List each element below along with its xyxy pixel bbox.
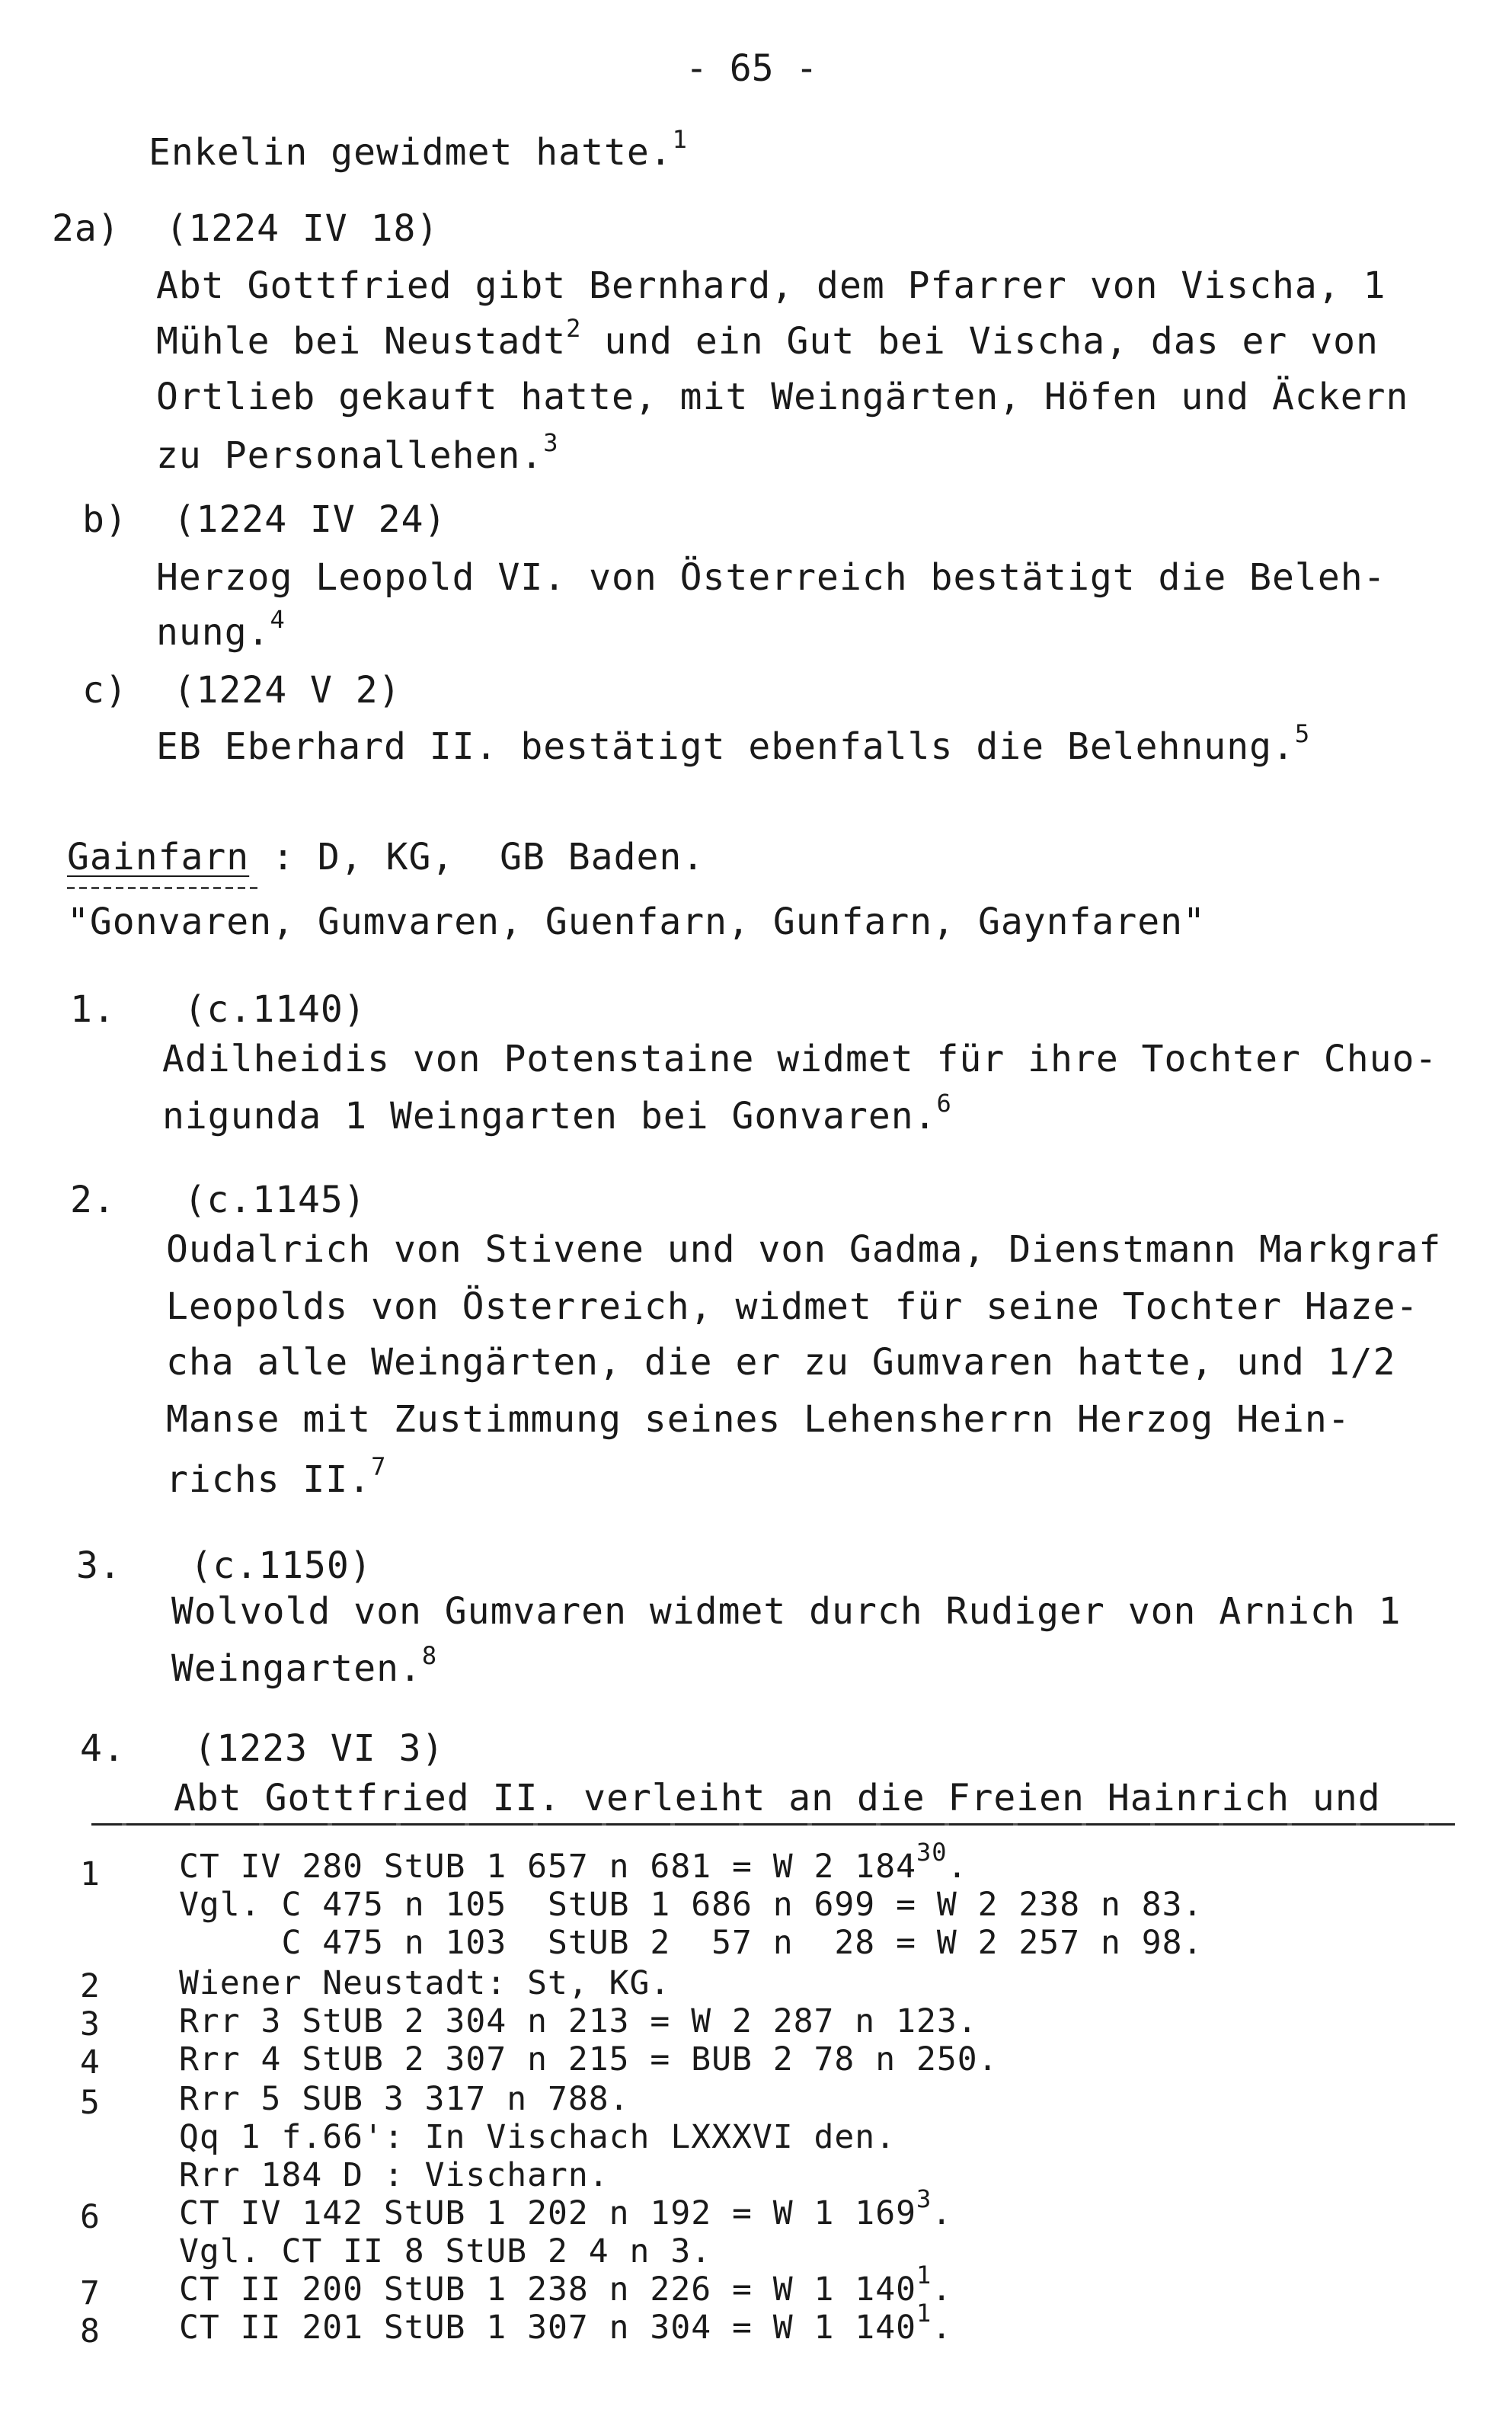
place-name: Gainfarn	[67, 836, 250, 878]
footnote-line: Vgl. C 475 n 105 StUB 1 686 n 699 = W 2 238 n 83.	[179, 1886, 1204, 1924]
text-span: .	[932, 2270, 953, 2309]
footnote-number: 8	[80, 2312, 100, 2350]
footnote-line: Rrr 184 D : Vischarn.	[179, 2156, 609, 2194]
footnote-line	[179, 2261, 953, 2309]
text-line	[156, 719, 1311, 770]
footnote-number: 2	[80, 1967, 100, 2005]
text-span: und ein Gut bei Vischa, das er von	[581, 320, 1379, 363]
text-line	[156, 605, 286, 655]
footnote-ref: 6	[936, 1089, 952, 1118]
footnote-separator	[91, 1823, 1455, 1826]
footnote-line	[179, 2299, 953, 2347]
footnote-number: 6	[80, 2198, 100, 2236]
text-line: cha alle Weingärten, die er zu Gumvaren hatte, und 1/2	[166, 1341, 1396, 1384]
entry-heading: b) (1224 IV 24)	[82, 498, 447, 541]
text-span: EB Eberhard II. bestätigt ebenfalls die Belehnung.	[156, 725, 1295, 768]
footnote-line: C 475 n 103 StUB 2 57 n 28 = W 2 257 n 98.	[179, 1924, 1204, 1962]
entry-heading: 2a) (1224 IV 18)	[52, 207, 440, 250]
footnote-ref: 2	[566, 314, 582, 343]
footnote-ref: 3	[543, 428, 559, 457]
superscript: 3	[916, 2184, 932, 2213]
text-span: nigunda 1 Weingarten bei Gonvaren.	[162, 1095, 937, 1138]
superscript: 1	[916, 2299, 932, 2328]
text-span: CT IV 142 StUB 1 202 n 192 = W 1 169	[179, 2194, 916, 2232]
text-span: CT IV 280 StUB 1 657 n 681 = W 2 184	[179, 1848, 916, 1886]
text-line	[156, 428, 559, 478]
footnote-line: Wiener Neustadt: St, KG.	[179, 1964, 671, 2002]
text-span: CT II 201 StUB 1 307 n 304 = W 1 140	[179, 2309, 916, 2347]
text-line: Wolvold von Gumvaren widmet durch Rudiger von Arnich 1	[171, 1590, 1402, 1633]
text-span: Mühle bei Neustadt	[156, 320, 567, 363]
footnote-ref: 1	[672, 125, 688, 154]
footnote-line: Rrr 5 SUB 3 317 n 788.	[179, 2080, 630, 2118]
footnote-ref: 5	[1294, 719, 1311, 748]
text-span: richs II.	[166, 1458, 372, 1501]
footnote-line	[179, 1838, 968, 1886]
text-line: Abt Gottfried gibt Bernhard, dem Pfarrer von Vischa, 1	[156, 264, 1386, 307]
text-line	[149, 125, 688, 175]
text-span: .	[932, 2309, 953, 2347]
footnote-line	[179, 2184, 953, 2232]
footnote-ref: 4	[270, 605, 286, 634]
text-span: Enkelin gewidmet hatte.	[149, 131, 673, 174]
footnote-ref: 7	[371, 1452, 387, 1481]
text-span: Weingarten.	[171, 1647, 422, 1690]
page-number: - 65 -	[686, 47, 818, 90]
text-line: Abt Gottfried II. verleiht an die Freien Hainrich und	[174, 1777, 1381, 1819]
text-line: Manse mit Zustimmung seines Lehensherrn Herzog Hein-	[166, 1398, 1351, 1441]
footnote-number: 3	[80, 2005, 100, 2043]
text-line: Adilheidis von Potenstaine widmet für ihre Tochter Chuo-	[162, 1038, 1438, 1080]
footnote-ref: 8	[421, 1641, 438, 1670]
text-line	[156, 314, 1379, 364]
footnote-line: Vgl. CT II 8 StUB 2 4 n 3.	[179, 2232, 712, 2270]
text-span: zu Personallehen.	[156, 434, 544, 477]
footnote-line: Qq 1 f.66': In Vischach LXXXVI den.	[179, 2118, 897, 2156]
text-span: : D, KG, GB Baden.	[249, 836, 705, 878]
text-line	[171, 1641, 438, 1691]
entry-heading: 2. (c.1145)	[70, 1179, 366, 1221]
text-line	[162, 1089, 952, 1139]
footnote-line: Rrr 4 StUB 2 307 n 215 = BUB 2 78 n 250.	[179, 2040, 999, 2078]
text-span: CT II 200 StUB 1 238 n 226 = W 1 140	[179, 2270, 916, 2309]
text-line	[166, 1452, 387, 1502]
text-span: nung.	[156, 611, 270, 654]
text-line: Leopolds von Österreich, widmet für seine Tochter Haze-	[166, 1285, 1419, 1328]
entry-heading: 4. (1223 VI 3)	[80, 1727, 445, 1770]
entry-heading: 3. (c.1150)	[76, 1544, 372, 1587]
text-line: Herzog Leopold VI. von Österreich bestätigt die Beleh-	[156, 556, 1386, 599]
text-line: "Gonvaren, Gumvaren, Guenfarn, Gunfarn, Gaynfaren"	[67, 901, 1206, 943]
text-line: Ortlieb gekauft hatte, mit Weingärten, Höfen und Äckern	[156, 376, 1409, 418]
footnote-number: 7	[80, 2274, 100, 2312]
footnote-line: Rrr 3 StUB 2 304 n 213 = W 2 287 n 123.	[179, 2002, 978, 2040]
superscript: 1	[916, 2261, 932, 2290]
superscript: 30	[916, 1838, 948, 1867]
footnote-number: 4	[80, 2043, 100, 2082]
footnote-number: 5	[80, 2084, 100, 2122]
footnote-number: 1	[80, 1855, 100, 1893]
underline-dots	[67, 887, 257, 889]
text-span: .	[947, 1848, 968, 1886]
text-line: Oudalrich von Stivene und von Gadma, Dienstmann Markgraf	[166, 1228, 1442, 1271]
entry-heading: 1. (c.1140)	[70, 988, 366, 1031]
text-span: .	[932, 2194, 953, 2232]
entry-heading: c) (1224 V 2)	[82, 669, 401, 712]
place-heading	[67, 834, 705, 880]
